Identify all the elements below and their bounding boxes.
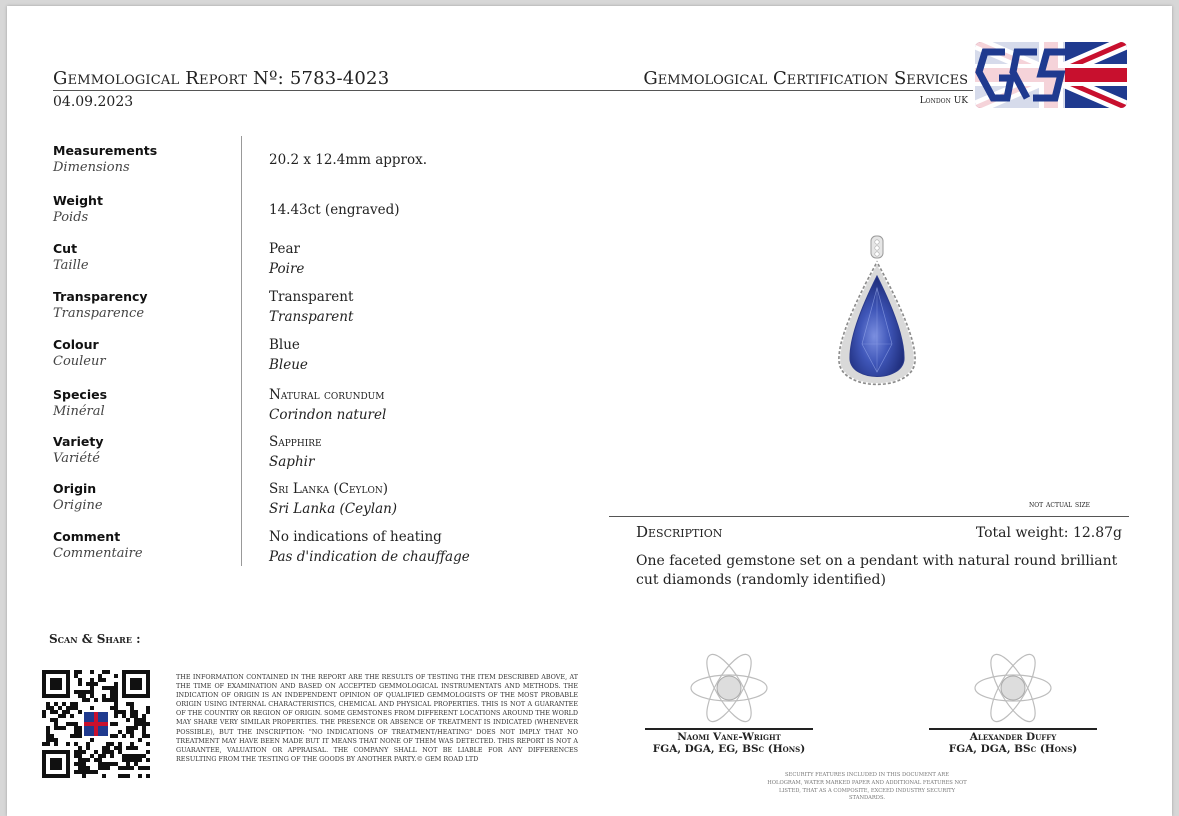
properties-divider	[241, 136, 242, 566]
property-value-fr: Corindon naturel	[269, 407, 387, 423]
qr-code-icon	[42, 670, 150, 778]
disclaimer-text: THE INFORMATION CONTAINED IN THE REPORT ARE THE RESULTS OF TESTING THE ITEM DESCRIBED ABOVE, AT THE TIME OF EXAMINATION AND BASED ON ACCEPTED GEMMOLOGICAL INSTRUMENTATS AND METHODS. THE INDICATION OF ORIGIN IS AN INDEPENDENT OPINION OF QUALIFIED GEMMOLOGISTS OF THE MOST PROBABLE ORIGIN USING INTERNAL CHARACTERISTICS, CHEMICAL AND PHYSICAL PROPERTIES. THIS IS NOT A GUARANTEE OF THE COUNTRY OR REGION OF ORIGIN. SOME GEMSTONES FROM DIFFERENT LOCATIONS AROUND THE WORLD MAY SHARE VERY SIMILAR PROPERTIES. THE PRESENCE OR ABSENCE OF TREATMENT IS INDICATED (WHENEVER POSSIBLE), BUT THE INSCRIPTION: "NO INDICATIONS OF TREATMENT/HEATING" DOES NOT IMPLY THAT NO TREATMENT MAY HAVE BEEN MADE BUT IT MEANS THAT NONE OF THEM WAS DETECTED. THIS REPORT IS NOT A GUARANTEE, VALUATION OR APPRAISAL. THE COMPANY SHALL NOT BE LIABLE FOR ANY DIFFERENCES RESULTING FROM THE TESTING OF THE GOODS BY ANOTHER PARTY.© GEM ROAD LTD	[176, 673, 578, 763]
property-value: Pear	[269, 241, 300, 257]
atom-seal-icon	[687, 648, 771, 728]
security-note: SECURITY FEATURES INCLUDED IN THIS DOCUMENT ARE HOLOGRAM, WATER MARKED PAPER AND ADDITIONAL FEATURES NOT LISTED, THAT AS A COMPOSITE, EXCEED INDUSTRY SECURITY STANDARDS.	[767, 772, 967, 802]
property-label-fr: Origine	[53, 498, 103, 513]
property-label-fr: Couleur	[53, 354, 106, 369]
property-label: Cut	[53, 241, 78, 256]
property-label-fr: Poids	[53, 210, 89, 225]
signature-atom-2	[971, 648, 1055, 732]
sapphire-pendant-image	[817, 232, 937, 402]
property-value: No indications of heating	[269, 529, 442, 545]
property-value-fr: Poire	[269, 261, 305, 277]
company-location: London UK	[919, 96, 968, 106]
property-label: Transparency	[53, 289, 148, 304]
property-label: Colour	[53, 337, 99, 352]
description-text: One faceted gemstone set on a pendant with natural round brilliant cut diamonds (randomly identified)	[636, 553, 1118, 588]
property-value: Sapphire	[269, 434, 322, 450]
property-value-fr: Bleue	[269, 357, 308, 373]
company-logo	[975, 42, 1127, 108]
signature-line-1	[645, 728, 813, 730]
property-label: Weight	[53, 193, 103, 208]
property-value-fr: Transparent	[269, 309, 354, 325]
property-label: Comment	[53, 529, 121, 544]
signatory-name-1: Naomi Vane-Wright	[677, 731, 781, 743]
qr-code[interactable]	[42, 670, 150, 778]
property-label-fr: Taille	[53, 258, 89, 273]
logo-text: GCS	[1079, 82, 1082, 83]
report-title: Gemmological Report Nº: 5783-4023	[53, 68, 390, 89]
company-name: Gemmological Certification Services	[643, 68, 968, 89]
property-label: Variety	[53, 434, 104, 449]
not-actual-size-note: not actual size	[1029, 500, 1091, 510]
report-date: 04.09.2023	[53, 94, 134, 110]
scan-share-label: Scan & Share :	[49, 632, 141, 646]
signature-line-2	[929, 728, 1097, 730]
property-label-fr: Commentaire	[53, 546, 143, 561]
union-flag-logo-icon	[975, 42, 1127, 108]
signature-atom-1	[687, 648, 771, 732]
property-value: Transparent	[269, 289, 354, 305]
property-label: Measurements	[53, 143, 158, 158]
property-label: Origin	[53, 481, 97, 496]
property-label-fr: Transparence	[53, 306, 145, 321]
property-label-fr: Minéral	[53, 404, 105, 419]
header-rule-right	[613, 90, 973, 91]
property-label-fr: Dimensions	[53, 160, 130, 175]
property-value: 20.2 x 12.4mm approx.	[269, 152, 428, 168]
property-value-fr: Sri Lanka (Ceylan)	[269, 501, 398, 517]
property-value: Blue	[269, 337, 300, 353]
total-weight: Total weight: 12.87g	[975, 525, 1122, 541]
property-value: 14.43ct (engraved)	[269, 202, 400, 218]
property-value-fr: Pas d'indication de chauffage	[269, 549, 470, 565]
signatory-name-2: Alexander Duffy	[969, 731, 1057, 743]
property-value-fr: Saphir	[269, 454, 315, 470]
property-value: Sri Lanka (Ceylon)	[269, 481, 388, 497]
signatory-credentials-1: FGA, DGA, EG, BSc (Hons)	[652, 743, 806, 755]
certificate-page	[7, 6, 1172, 816]
description-rule	[609, 516, 1129, 517]
property-label-fr: Variété	[53, 451, 100, 466]
description-title: Description	[636, 523, 723, 541]
property-label: Species	[53, 387, 108, 402]
signatory-credentials-2: FGA, DGA, BSc (Hons)	[948, 743, 1078, 755]
header-rule-left	[53, 90, 615, 91]
property-value: Natural corundum	[269, 387, 385, 403]
atom-seal-icon	[971, 648, 1055, 728]
